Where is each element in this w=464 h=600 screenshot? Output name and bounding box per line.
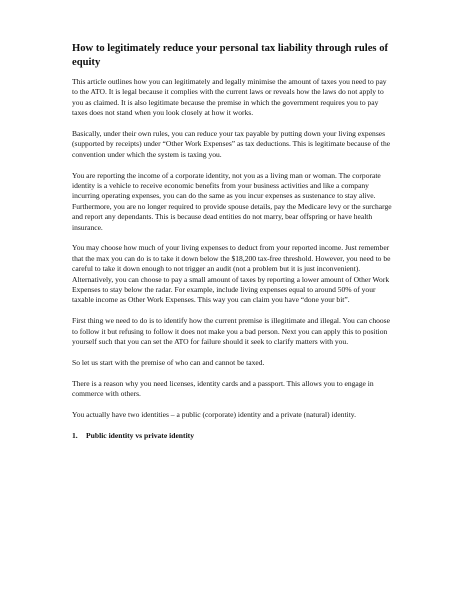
paragraph-first-thing: First thing we need to do is to identify how the current premise is illegitimate and illegal. You can choose to follow it but refusing to follow it does not make you a bad person. Next you can apply this to position yourself such that you can set the ATO for failure should it seek to clarify matters with you. xyxy=(72,316,390,347)
paragraph-licenses: There is a reason why you need licenses, identity cards and a passport. This allows you to engage in commerce with others. xyxy=(72,378,374,399)
paragraph-premise: So let us start with the premise of who can and cannot be taxed. xyxy=(72,357,265,367)
paragraph-intro: This article outlines how you can legitimately and legally minimise the amount of taxes you need to pay to the ATO. It is legal because it complies with the current laws or reveals how the laws do not apply to you as claimed. It is also legitimate because the premise in which the government requires you to pay taxes does not stand when you look closely at how it works. xyxy=(72,77,387,118)
section-number: 1. xyxy=(72,430,78,440)
paragraph-corporate-identity: You are reporting the income of a corporate identity, not you as a living man or woman. The corporate identity is a vehicle to receive economic benefits from your business activities and like a company incurring operating expenses, you can do the same as you incur expenses as sustenance to stay alive. Furthermore, you are no longer required to provide spouse details, pay the Medicare levy or the surcharge and report any dependants. This is because dead entities do not marry, bear offspring or have health insurance. xyxy=(72,170,392,232)
section-title: Public identity vs private identity xyxy=(86,430,194,440)
paragraph-two-identities: You actually have two identities – a public (corporate) identity and a private (natural) identity. xyxy=(72,409,356,419)
paragraph-living-expenses: You may choose how much of your living expenses to deduct from your reported income. Just remember that the max you can do is to take it down below the $18,200 tax-free threshold. However, you need to be careful to take it down enough to not trigger an audit (not a problem but it is just inconvenient). Alternatively, you can choose to pay a small amount of taxes by reporting a lower amount of Other Work Expenses to stay below the radar. For example, include living expenses equal to around 50% of your taxable income as Other Work Expenses. This way you can claim you have “done your bit”. xyxy=(72,243,391,305)
document-title: How to legitimately reduce your personal tax liability through rules of equity xyxy=(72,43,389,68)
paragraph-basically: Basically, under their own rules, you can reduce your tax payable by putting down your living expenses (supported by receipts) under “Other Work Expenses” as tax deductions. This is legitimate because of the convention under which the system is taxing you. xyxy=(72,129,391,159)
section-heading xyxy=(72,431,394,441)
